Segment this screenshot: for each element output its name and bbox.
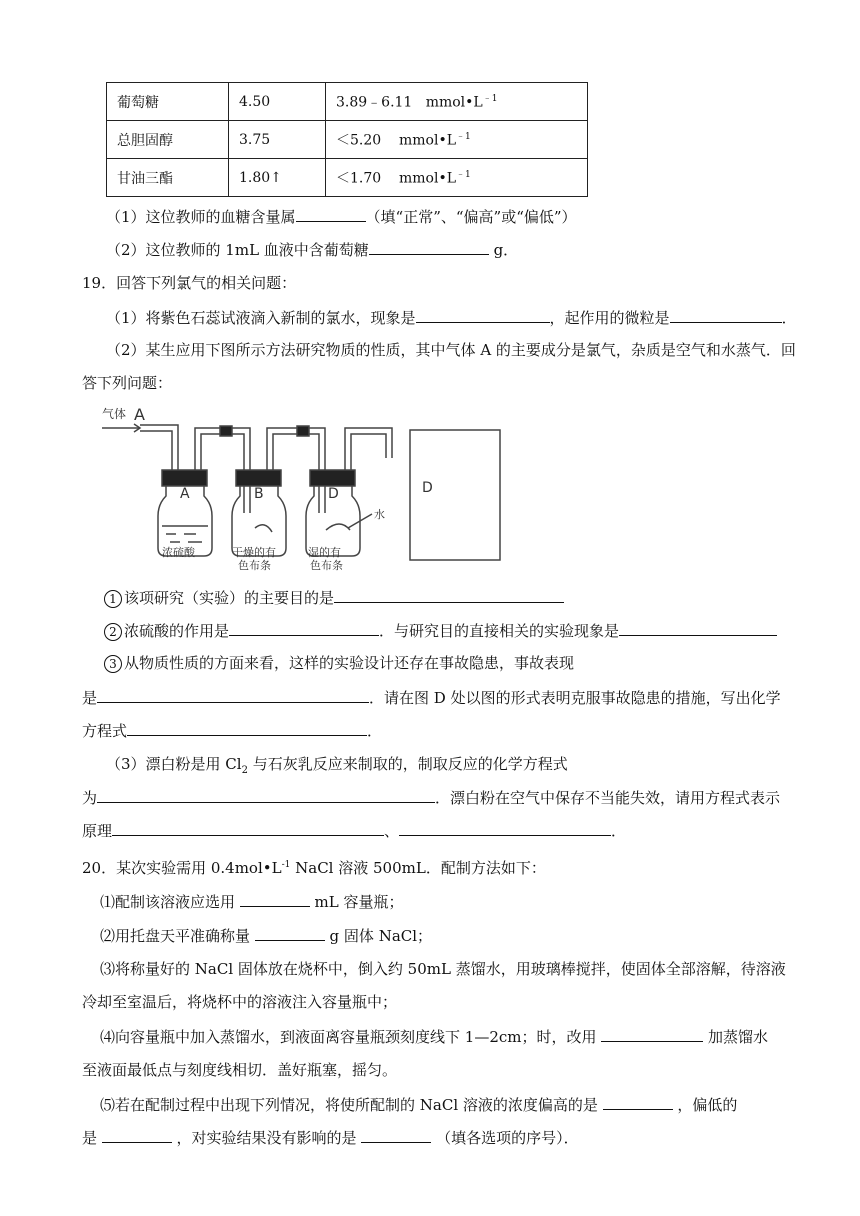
caption-b1: 干燥的有 — [232, 546, 276, 559]
item-value: 1.80↑ — [229, 159, 326, 197]
answer-blank[interactable] — [399, 819, 611, 836]
answer-blank[interactable] — [240, 890, 310, 907]
lab-results-table — [106, 82, 588, 197]
caption-c2: 色布条 — [310, 559, 343, 572]
q18-part2: （2）这位教师的 1mL 血液中含葡萄糖 g． — [106, 238, 518, 260]
answer-blank[interactable] — [361, 1126, 431, 1143]
box-d-label: D — [422, 480, 433, 496]
q20-step3-line1: ⑶将称量好的 NaCl 固体放在烧杯中，倒入约 50mL 蒸馏水，用玻璃棒搅拌，使固体全部溶解，待溶液 — [100, 960, 786, 978]
answer-blank[interactable] — [670, 306, 782, 323]
answer-blank[interactable] — [255, 924, 325, 941]
q19-part3-eq: 原理 、 ． — [82, 819, 626, 841]
gas-label: 气体 — [102, 407, 127, 421]
q19-title: 19．回答下列氯气的相关问题： — [82, 274, 297, 292]
table-row — [107, 121, 588, 159]
q19-sub3-cont: 是 ．请在图 D 处以图的形式表明克服事故隐患的措施，写出化学 — [82, 686, 781, 708]
q20-step5: ⑸若在配制过程中出现下列情况，将使所配制的 NaCl 溶液的浓度偏高的是 ，偏低的 — [100, 1093, 737, 1115]
item-range: ＜1.70 $mmol•L^{﹣1}$ — [326, 159, 588, 197]
answer-blank[interactable] — [97, 686, 369, 703]
answer-blank[interactable] — [97, 786, 435, 803]
q20-step1: ⑴配制该溶液应选用 mL 容量瓶； — [100, 890, 404, 912]
q20-title: 20．某次实验需用 $0.4mol•L^{-1}$ NaCl 溶液 500mL．配制方法如下： — [82, 859, 546, 877]
answer-blank[interactable] — [603, 1093, 673, 1110]
table-row — [107, 83, 588, 121]
item-range: ＜5.20 $mmol•L^{﹣1}$ — [326, 121, 588, 159]
answer-blank[interactable] — [619, 619, 777, 636]
q19-part3-cont: 为 ．漂白粉在空气中保存不当能失效，请用方程式表示 — [82, 786, 780, 808]
table-row — [107, 159, 588, 197]
item-value: 3.75 — [229, 121, 326, 159]
gas-letter: A — [134, 405, 145, 424]
answer-blank[interactable] — [601, 1025, 703, 1042]
item-name: 总胆固醇 — [107, 121, 229, 159]
item-value: 4.50 — [229, 83, 326, 121]
answer-blank[interactable] — [296, 205, 366, 222]
q20-step5-line2: 是 ，对实验结果没有影响的是 （填各选项的序号）． — [82, 1126, 579, 1148]
q18-part1: （1）这位教师的血糖含量属 （填“正常”、“偏高”或“偏低”） — [106, 205, 577, 227]
bottle-b-label: B — [254, 486, 264, 502]
caption-c1: 湿的有 — [308, 546, 341, 559]
q19-part2-line2: 答下列问题： — [82, 374, 173, 392]
q19-sub3: 3 从物质性质的方面来看，这样的实验设计还存在事故隐患，事故表现 — [104, 652, 574, 673]
answer-blank[interactable] — [102, 1126, 172, 1143]
apparatus-diagram — [100, 398, 520, 573]
q20-step4-line2: 至液面最低点与刻度线相切．盖好瓶塞，摇匀。 — [82, 1061, 398, 1079]
answer-blank[interactable] — [369, 238, 489, 255]
q19-part2-line1: （2）某生应用下图所示方法研究物质的性质，其中气体 A 的主要成分是氯气，杂质是空气和水蒸气．回 — [106, 341, 796, 359]
answer-blank[interactable] — [127, 719, 367, 736]
item-name: 葡萄糖 — [107, 83, 229, 121]
item-range: 3.89﹣6.11 $mmol•L^{﹣1}$ — [326, 83, 588, 121]
caption-b2: 色布条 — [238, 559, 271, 572]
q20-step4: ⑷向容量瓶中加入蒸馏水，到液面离容量瓶颈刻度线下 1—2cm；时，改用 加蒸馏水 — [100, 1025, 768, 1047]
caption-a: 浓硫酸 — [162, 546, 195, 559]
q19-sub3-eq: 方程式 ． — [82, 719, 382, 741]
q20-step3-line2: 冷却至室温后，将烧杯中的溶液注入容量瓶中； — [82, 993, 398, 1011]
answer-blank[interactable] — [112, 819, 384, 836]
q20-step2: ⑵用托盘天平准确称量 g 固体 NaCl； — [100, 924, 432, 946]
q19-part3: （3）漂白粉是用 $Cl_2$ 与石灰乳反应来制取的，制取反应的化学方程式 — [106, 755, 568, 776]
answer-blank[interactable] — [334, 586, 564, 603]
item-name: 甘油三酯 — [107, 159, 229, 197]
q19-part1: （1）将紫色石蕊试液滴入新制的氯水，现象是 ，起作用的微粒是 ． — [106, 306, 797, 328]
q19-sub2: 2 浓硫酸的作用是 ．与研究目的直接相关的实验现象是 — [104, 619, 777, 641]
bottle-a-label: A — [180, 486, 190, 502]
water-label: 水 — [374, 508, 385, 521]
answer-blank[interactable] — [229, 619, 379, 636]
bottle-c-label: D — [328, 486, 339, 502]
answer-blank[interactable] — [416, 306, 550, 323]
q19-sub1: 1 该项研究（实验）的主要目的是 — [104, 586, 564, 608]
